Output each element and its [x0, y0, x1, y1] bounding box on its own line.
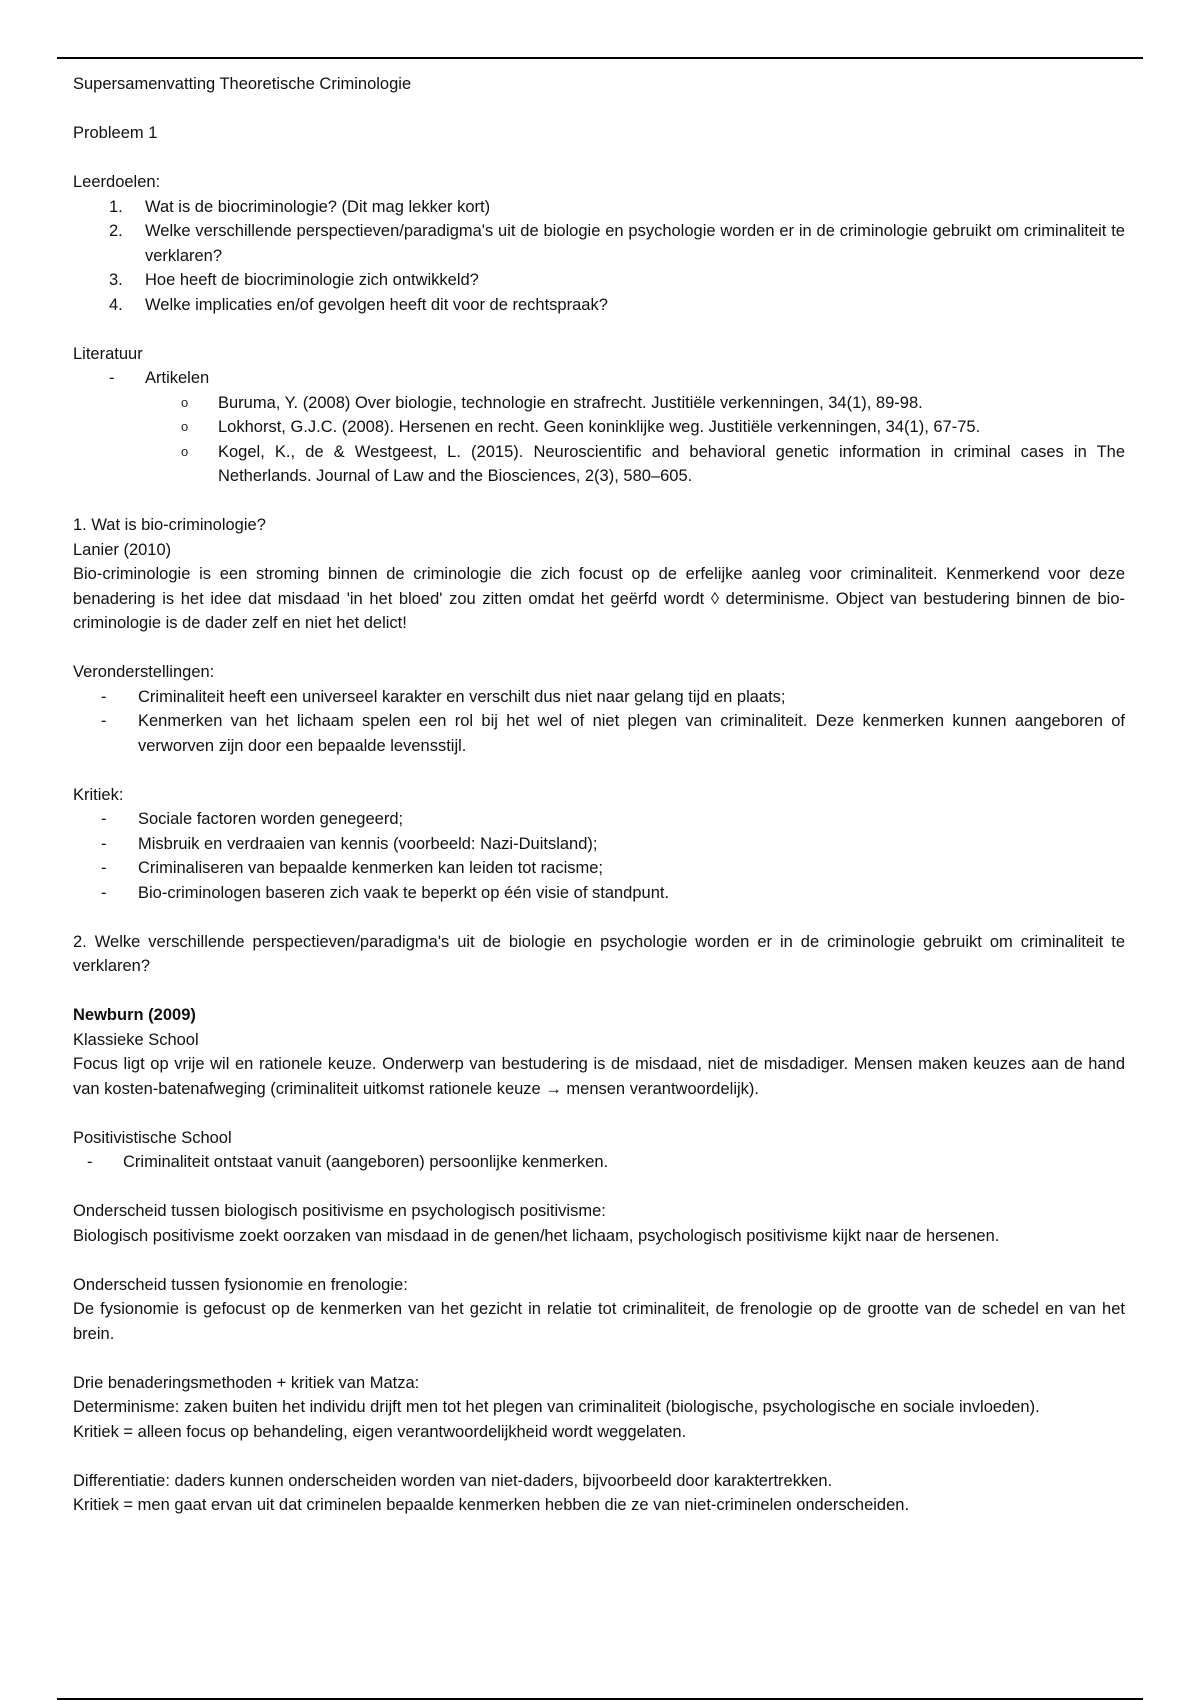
differentiation-text: Differentiatie: daders kunnen onderscheiden worden van niet-daders, bijvoorbeeld door karaktertrekken.: [73, 1471, 833, 1490]
document-page: [73, 72, 1125, 1518]
assumptions-list: [73, 685, 1125, 759]
goal-number: 2.: [109, 222, 123, 240]
section1-body: Bio-criminologie is een stroming binnen de criminologie die zich focust op de erfelijke aanleg voor criminaliteit. Kenmerkend voor deze benadering is het idee dat misdaad 'in het bloed' zou zitten omdat het geërfd wordt ◊ determinisme. Object van bestudering binnen de bio-criminologie is de dader zelf en niet het delict!: [73, 565, 1125, 632]
list-item: [73, 807, 1125, 832]
circle-bullet: o: [181, 394, 189, 410]
list-item: [73, 832, 1125, 857]
article-item: [73, 440, 1125, 489]
article-reference: Lokhorst, G.J.C. (2008). Hersenen en recht. Geen koninklijke weg. Justitiële verkenningen, 34(1), 67-75.: [218, 418, 981, 436]
determinism-critique: Kritiek = alleen focus op behandeling, eigen verantwoordelijkheid wordt weggelaten.: [73, 1422, 687, 1441]
article-reference: Buruma, Y. (2008) Over biologie, technologie en strafrecht. Justitiële verkenningen, 34(1), 89-98.: [218, 393, 923, 412]
dash-bullet: -: [87, 1153, 93, 1171]
section2-source: Newburn (2009): [73, 1006, 196, 1024]
goal-number: 3.: [109, 271, 123, 289]
classic-school-heading: Klassieke School: [73, 1030, 199, 1049]
methods-heading: Drie benaderingsmethoden + kritiek van Matza:: [73, 1373, 420, 1392]
list-item: [73, 881, 1125, 906]
critique-text: Sociale factoren worden genegeerd;: [138, 810, 404, 828]
assumptions-heading: Veronderstellingen:: [73, 663, 215, 681]
dash-bullet: -: [101, 883, 107, 902]
physiognomy-heading: Onderscheid tussen fysionomie en frenologie:: [73, 1275, 408, 1294]
goal-text: Hoe heeft de biocriminologie zich ontwikkeld?: [145, 271, 479, 289]
critique-text: Bio-criminologen baseren zich vaak te beperkt op één visie of standpunt.: [138, 883, 670, 902]
goal-text: Welke implicaties en/of gevolgen heeft dit voor de rechtspraak?: [145, 295, 608, 314]
list-item: [73, 1150, 1125, 1175]
positivist-list: [73, 1150, 1125, 1175]
articles-list: [73, 391, 1125, 489]
positivism-heading: Onderscheid tussen biologisch positivisme en psychologisch positivisme:: [73, 1202, 606, 1220]
literature-heading: Literatuur: [73, 344, 143, 363]
list-item: [73, 685, 1125, 710]
determinism-text: Determinisme: zaken buiten het individu drijft men tot het plegen van criminaliteit (biologische, psychologische en sociale invloeden).: [73, 1398, 1040, 1416]
problem-heading: Probleem 1: [73, 124, 158, 142]
section2-heading: 2. Welke verschillende perspectieven/paradigma's uit de biologie en psychologie worden er in de criminologie gebruikt om criminaliteit te verklaren?: [73, 932, 1125, 975]
assumption-text: Criminaliteit heeft een universeel karakter en verschilt dus niet naar gelang tijd en plaats;: [138, 687, 786, 706]
list-item: [73, 709, 1125, 758]
critique-heading: Kritiek:: [73, 785, 124, 804]
dash-bullet: -: [101, 687, 107, 706]
goal-item: [73, 219, 1125, 268]
article-item: [73, 391, 1125, 416]
goal-item: [73, 195, 1125, 220]
goals-heading: Leerdoelen:: [73, 173, 161, 191]
header-rule: [57, 57, 1143, 59]
classic-school-body: Focus ligt op vrije wil en rationele keuze. Onderwerp van bestudering is de misdaad, niet de misdadiger. Mensen maken keuzes aan de hand van kosten-batenafweging (criminaliteit uitkomst rationele keuze → mensen verantwoordelijk).: [73, 1055, 1125, 1098]
goal-number: 1.: [109, 197, 123, 216]
section1-source: Lanier (2010): [73, 540, 172, 559]
assumption-text: Kenmerken van het lichaam spelen een rol bij het wel of niet plegen van criminaliteit. Deze kenmerken kunnen aangeboren of verworven zijn door een bepaalde levensstijl.: [138, 712, 1125, 755]
dash-bullet: -: [109, 369, 115, 387]
goal-item: [73, 293, 1125, 318]
list-item: [73, 366, 1125, 391]
dash-bullet: -: [101, 834, 107, 853]
dash-bullet: -: [101, 859, 107, 877]
articles-label: Artikelen: [145, 369, 210, 387]
goals-list: [73, 195, 1125, 318]
critique-text: Criminaliseren van bepaalde kenmerken kan leiden tot racisme;: [138, 859, 603, 877]
positivist-school-heading: Positivistische School: [73, 1128, 232, 1147]
positivist-text: Criminaliteit ontstaat vanuit (aangeboren) persoonlijke kenmerken.: [123, 1153, 609, 1171]
physiognomy-body: De fysionomie is gefocust op de kenmerken van het gezicht in relatie tot criminaliteit, de frenologie op de grootte van de schedel en van het brein.: [73, 1300, 1125, 1343]
circle-bullet: o: [181, 443, 189, 459]
article-reference: Kogel, K., de & Westgeest, L. (2015). Neuroscientific and behavioral genetic information in criminal cases in The Netherlands. Journal of Law and the Biosciences, 2(3), 580–605.: [218, 442, 1125, 485]
positivism-body: Biologisch positivisme zoekt oorzaken van misdaad in de genen/het lichaam, psychologisch positivisme kijkt naar de hersenen.: [73, 1226, 1000, 1245]
circle-bullet: o: [181, 419, 189, 434]
article-item: [73, 415, 1125, 440]
differentiation-critique: Kritiek = men gaat ervan uit dat criminelen bepaalde kenmerken hebben die ze van niet-criminelen onderscheiden.: [73, 1496, 910, 1514]
document-title: Supersamenvatting Theoretische Criminologie: [73, 75, 412, 93]
goal-text: Welke verschillende perspectieven/paradigma's uit de biologie en psychologie worden er in de criminologie gebruikt om criminaliteit te verklaren?: [145, 222, 1125, 265]
goal-number: 4.: [109, 295, 123, 314]
goal-item: [73, 268, 1125, 293]
dash-bullet: -: [101, 712, 107, 730]
section1-heading: 1. Wat is bio-criminologie?: [73, 516, 266, 534]
critique-list: [73, 807, 1125, 905]
critique-text: Misbruik en verdraaien van kennis (voorbeeld: Nazi-Duitsland);: [138, 834, 598, 853]
dash-bullet: -: [101, 810, 107, 828]
goal-text: Wat is de biocriminologie? (Dit mag lekker kort): [145, 197, 491, 216]
literature-list: [73, 366, 1125, 391]
list-item: [73, 856, 1125, 881]
